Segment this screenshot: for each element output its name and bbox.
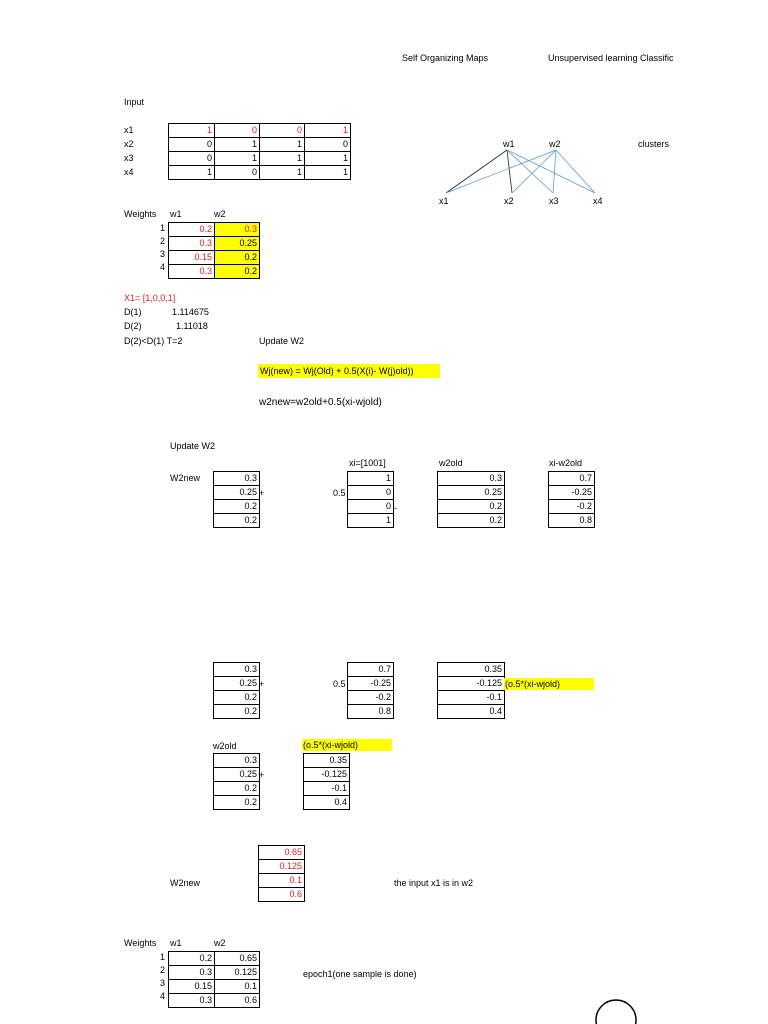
input-cell: 0	[215, 166, 260, 180]
weight-cell: 0.65	[215, 952, 260, 966]
cell: 0.3	[214, 754, 260, 768]
weights-index: 1	[159, 223, 165, 233]
weight-cell: 0.15	[169, 980, 215, 994]
cell: 0	[348, 500, 394, 514]
cell: 0.25	[214, 486, 260, 500]
step3-note: (o.5*(xi-wjold)	[302, 739, 392, 751]
update-block-label: Update W2	[170, 441, 216, 451]
cell: 0.6	[259, 888, 305, 902]
cell: 0.8	[549, 514, 595, 528]
cell: 0.2	[438, 500, 505, 514]
node-x4: x4	[593, 196, 603, 206]
cell: 0.2	[214, 691, 260, 705]
input-cell: 1	[169, 124, 215, 138]
step2-note: (o.5*(xi-wjold)	[504, 678, 594, 690]
weight-cell: 0.3	[169, 265, 215, 279]
cell: 0.65	[259, 846, 305, 860]
cell: 0.25	[214, 677, 260, 691]
weights-final-col-w1: w1	[170, 938, 182, 948]
input-cell: 1	[260, 166, 305, 180]
cell: -0.125	[304, 768, 350, 782]
weight-cell: 0.3	[169, 994, 215, 1008]
weight-cell: 0.25	[215, 237, 260, 251]
cell: -0.25	[549, 486, 595, 500]
x1-definition: X1= [1,0,0,1]	[124, 293, 176, 303]
weights-col-w2: w2	[214, 209, 226, 219]
result-label: W2new	[170, 878, 201, 888]
cell: 0	[348, 486, 394, 500]
cell: 0.3	[214, 663, 260, 677]
coefficient: 0.5	[333, 488, 346, 498]
weights-index: 3	[159, 249, 165, 259]
cell: 0.7	[348, 663, 394, 677]
update-formula: Wj(new) = Wj(Old) + 0.5(X(i)- W(j)old))	[258, 364, 440, 378]
input-cell: 1	[305, 166, 351, 180]
input-cell: 0	[305, 138, 351, 152]
minus-sign: -	[394, 503, 397, 513]
cell: 0.7	[549, 472, 595, 486]
cell: 0.2	[214, 500, 260, 514]
weights-index: 2	[159, 236, 165, 246]
clusters-label: clusters	[638, 139, 670, 149]
row-label-x1: x1	[124, 125, 134, 135]
node-w1: w1	[503, 139, 515, 149]
page-title: Self Organizing Maps	[402, 53, 489, 63]
update-w2-label: Update W2	[259, 336, 305, 346]
cell: 0.1	[259, 874, 305, 888]
page-subtitle: Unsupervised learning Classific	[548, 53, 674, 63]
weight-cell: 0.15	[169, 251, 215, 265]
weight-cell: 0.2	[169, 952, 215, 966]
result-note: the input x1 is in w2	[394, 878, 474, 888]
weights-index: 3	[159, 978, 165, 988]
weight-cell: 0.3	[169, 237, 215, 251]
input-cell: 1	[305, 124, 351, 138]
cell: -0.2	[549, 500, 595, 514]
weights-index: 2	[159, 965, 165, 975]
cell: -0.125	[438, 677, 505, 691]
d2-label: D(2)	[124, 321, 142, 331]
cell: 0.3	[214, 472, 260, 486]
cell: 0.25	[438, 486, 505, 500]
cell: -0.2	[348, 691, 394, 705]
node-x2: x2	[504, 196, 514, 206]
node-x3: x3	[549, 196, 559, 206]
weight-cell: 0.2	[215, 265, 260, 279]
d1-label: D(1)	[124, 307, 142, 317]
coefficient: 0.5	[333, 679, 346, 689]
cell: 0.35	[304, 754, 350, 768]
cell: -0.25	[348, 677, 394, 691]
weights-final-col-w2: w2	[214, 938, 226, 948]
plus-sign: +	[259, 679, 265, 689]
step3-w2old-label: w2old	[213, 741, 237, 751]
cell: 0.8	[348, 705, 394, 719]
cell: 0.25	[214, 768, 260, 782]
d1-value: 1.114675	[172, 307, 209, 317]
cell: 0.4	[304, 796, 350, 810]
weights-col-w1: w1	[170, 209, 182, 219]
plus-sign: +	[259, 770, 265, 780]
input-cell: 1	[305, 152, 351, 166]
weight-cell: 0.3	[169, 966, 215, 980]
distance-compare: D(2)<D(1) T=2	[124, 336, 183, 346]
cell: 0.35	[438, 663, 505, 677]
weights-final-label: Weights	[124, 938, 157, 948]
weight-cell: 0.1	[215, 980, 260, 994]
cell: 0.2	[214, 705, 260, 719]
input-cell: 0	[260, 124, 305, 138]
weights-label: Weights	[124, 209, 157, 219]
d2-value: 1.11018	[176, 321, 208, 331]
node-w2: w2	[549, 139, 561, 149]
weights-index: 4	[159, 991, 165, 1001]
input-cell: 0	[169, 152, 215, 166]
weights-index: 4	[159, 262, 165, 272]
cell: 0.2	[438, 514, 505, 528]
cell: 0.2	[214, 782, 260, 796]
node-x1: x1	[439, 196, 449, 206]
update-formula-2: w2new=w2old+0.5(xi-wjold)	[259, 397, 382, 408]
row-label-x3: x3	[124, 153, 134, 163]
diff-header: xi-w2old	[549, 458, 583, 468]
input-cell: 1	[215, 138, 260, 152]
epoch-note: epoch1(one sample is done)	[303, 969, 417, 979]
cell: 0.125	[259, 860, 305, 874]
cell: 0.4	[438, 705, 505, 719]
weight-cell: 0.3	[215, 223, 260, 237]
weights-index: 1	[159, 952, 165, 962]
cell: -0.1	[304, 782, 350, 796]
input-label: Input	[124, 97, 145, 107]
cell: 0.2	[214, 796, 260, 810]
input-cell: 1	[260, 138, 305, 152]
input-cell: 1	[215, 152, 260, 166]
cell: 0.3	[438, 472, 505, 486]
row-label-x2: x2	[124, 139, 134, 149]
weight-cell: 0.6	[215, 994, 260, 1008]
input-cell: 1	[169, 166, 215, 180]
weight-cell: 0.125	[215, 966, 260, 980]
input-cell: 0	[169, 138, 215, 152]
row-label-x4: x4	[124, 167, 134, 177]
cell: -0.1	[438, 691, 505, 705]
weight-cell: 0.2	[169, 223, 215, 237]
w2new-label: W2new	[170, 473, 201, 483]
input-cell: 0	[215, 124, 260, 138]
cell: 1	[348, 472, 394, 486]
weight-cell: 0.2	[215, 251, 260, 265]
cell: 1	[348, 514, 394, 528]
xi-header: xi=[1001]	[349, 458, 386, 468]
input-cell: 1	[260, 152, 305, 166]
cell: 0.2	[214, 514, 260, 528]
w2old-header: w2old	[439, 458, 463, 468]
plus-sign: +	[259, 488, 265, 498]
